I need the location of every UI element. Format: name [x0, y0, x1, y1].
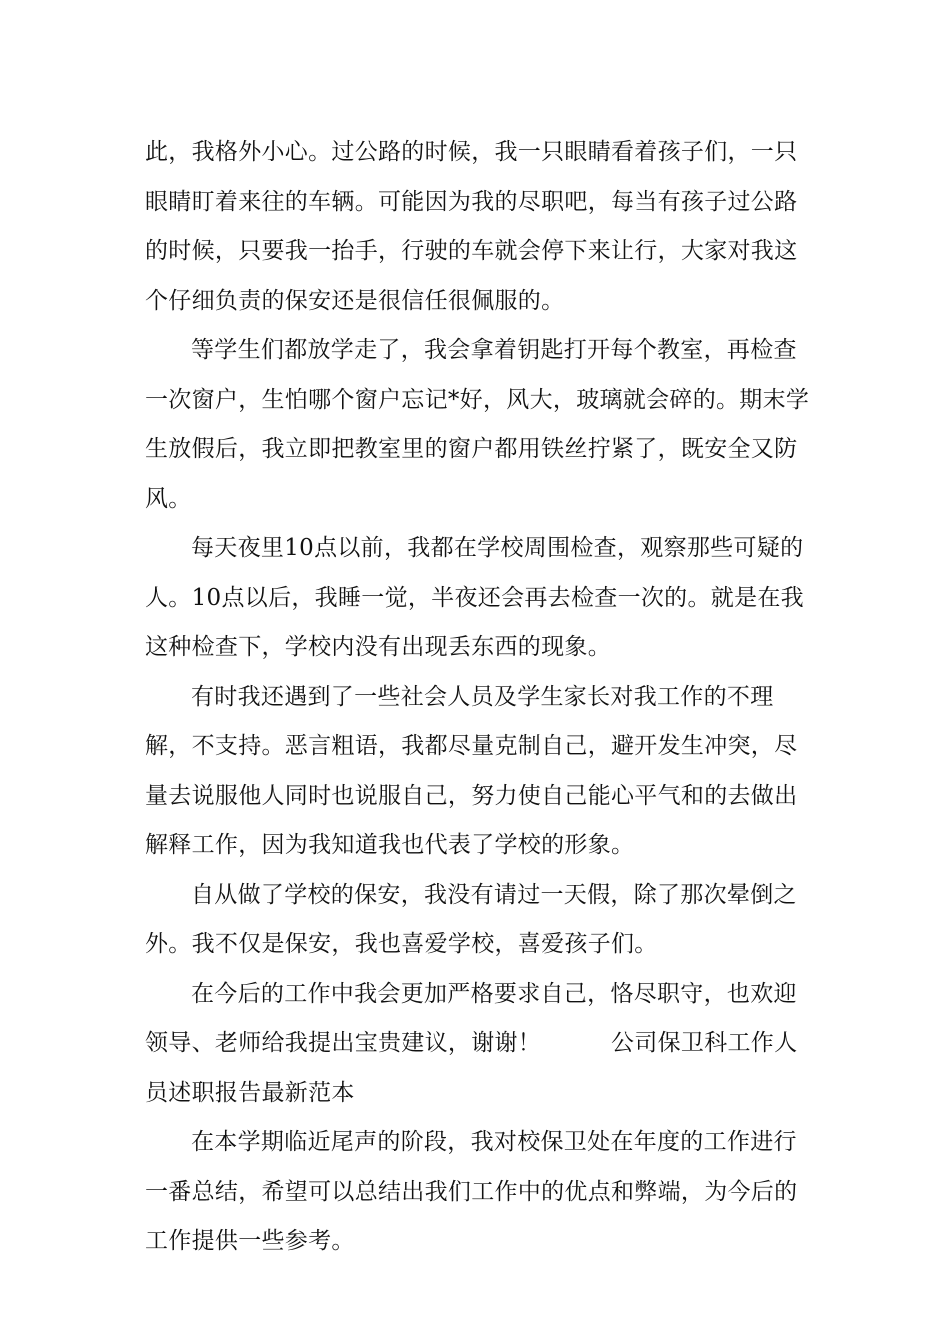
paragraph-no-leave: 自从做了学校的保安，我没有请过一天假，除了那次晕倒之外。我不仅是保安，我也喜爱学校，喜爱孩子们。	[145, 881, 797, 957]
paragraph-misunderstanding: 有时我还遇到了一些社会人员及学生家长对我工作的不理解，不支持。恶言粗语，我都尽量克制自己，避开发生冲突，尽量去说服他人同时也说服自己，努力使自己能心平气和的去做出解释工作，因为我知道我也代表了学校的形象。	[145, 683, 798, 858]
document-body	[145, 128, 810, 1267]
paragraph-check-windows: 等学生们都放学走了，我会拿着钥匙打开每个教室，再检查一次窗户，生怕哪个窗户忘记*好，风大，玻璃就会碎的。期末学生放假后，我立即把教室里的窗户都用铁丝拧紧了，既安全又防风。	[145, 337, 810, 512]
paragraph-semester-summary: 在本学期临近尾声的阶段，我对校保卫处在年度的工作进行一番总结，希望可以总结出我们工作中的优点和弊端，为今后的工作提供一些参考。	[145, 1129, 798, 1254]
paragraph-continued: 此，我格外小心。过公路的时候，我一只眼睛看着孩子们，一只眼睛盯着来往的车辆。可能因为我的尽职吧，每当有孩子过公路的时候，只要我一抬手，行驶的车就会停下来让行，大家对我这个仔细负责的保安还是很信任很佩服的。	[145, 139, 798, 314]
paragraph-night-patrol: 每天夜里10点以前，我都在学校周围检查，观察那些可疑的人。10点以后，我睡一觉，半夜还会再去检查一次的。就是在我这种检查下，学校内没有出现丢东西的现象。	[145, 535, 804, 660]
paragraph-closing-and-new-title: 在今后的工作中我会更加严格要求自己，恪尽职守，也欢迎领导、老师给我提出宝贵建议，谢谢！ 公司保卫科工作人员述职报告最新范本	[145, 980, 798, 1106]
